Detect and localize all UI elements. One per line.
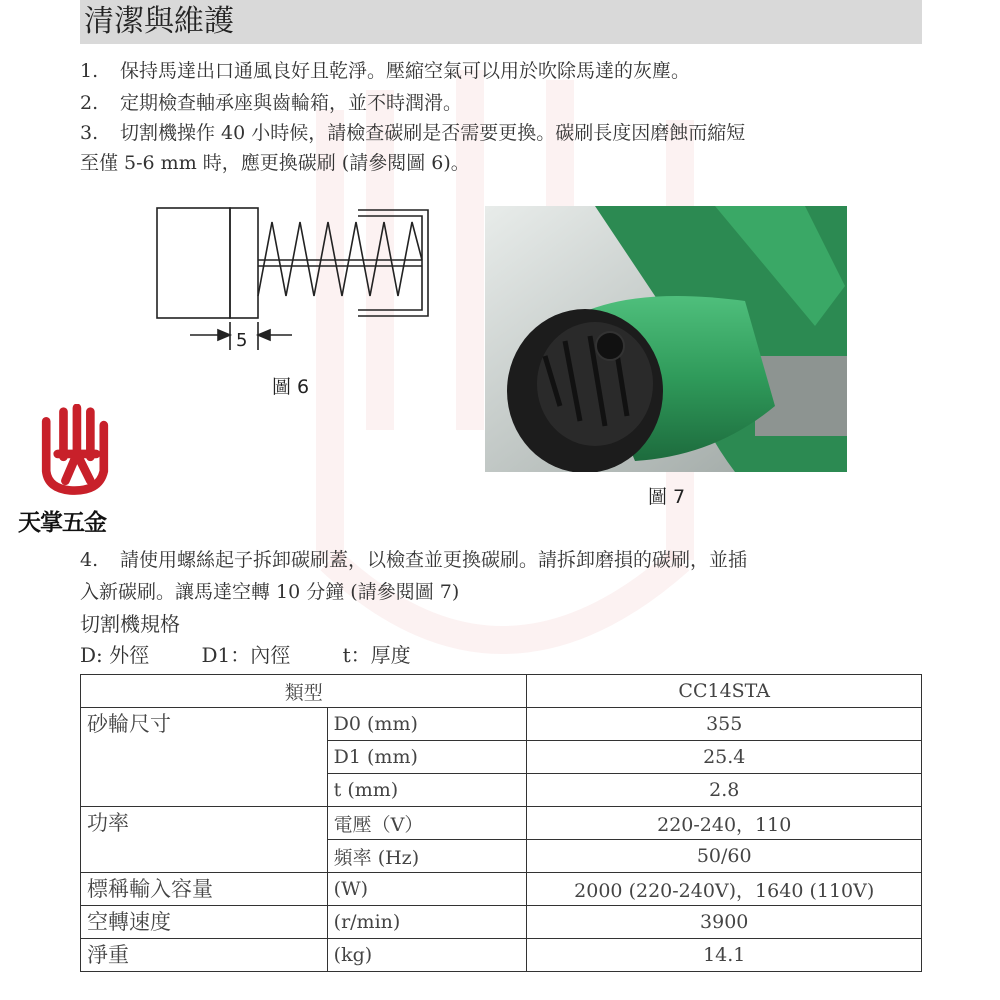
table-value: 14.1 (527, 939, 922, 972)
table-param: D0 (mm) (327, 708, 527, 741)
list-item-continuation: 入新碳刷。讓馬達空轉 10 分鐘 (請參閱圖 7) (80, 581, 460, 603)
table-value: 3900 (527, 906, 922, 939)
table-value: 355 (527, 708, 922, 741)
table-category: 標稱輸入容量 (81, 873, 328, 906)
list-item-continuation: 至僅 5-6 mm 時，應更換碳刷 (請參閱圖 6)。 (80, 152, 470, 174)
table-category: 功率 (81, 807, 328, 873)
table-value: 50/60 (527, 840, 922, 873)
figure-6-caption: 圖 6 (272, 376, 310, 398)
table-header-model: CC14STA (527, 675, 922, 708)
table-header-type: 類型 (81, 675, 527, 708)
table-category: 砂輪尺寸 (81, 708, 328, 807)
brand-logo-text: 天掌五金 (18, 510, 106, 536)
table-value: 25.4 (527, 741, 922, 774)
table-param: (kg) (327, 939, 527, 972)
list-item: 3. 切割機操作 40 小時候，請檢查碳刷是否需要更換。碳刷長度因磨蝕而縮短 (80, 122, 746, 144)
table-row (81, 807, 922, 840)
table-param: 電壓（V） (327, 807, 527, 840)
table-param: (W) (327, 873, 527, 906)
legend-item: D: 外徑 (80, 643, 150, 667)
list-item: 2. 定期檢查軸承座與齒輪箱，並不時潤滑。 (80, 92, 463, 114)
table-row (81, 675, 922, 708)
dimension-label: 5 (236, 330, 248, 351)
table-param: t (mm) (327, 774, 527, 807)
figure-7-motor-photo (485, 206, 847, 472)
table-value: 220-240，110 (527, 807, 922, 840)
table-row (81, 873, 922, 906)
table-value: 2.8 (527, 774, 922, 807)
spec-table (80, 674, 922, 972)
table-param: (r/min) (327, 906, 527, 939)
table-param: 頻率 (Hz) (327, 840, 527, 873)
list-item: 4. 請使用螺絲起子拆卸碳刷蓋，以檢查並更換碳刷。請拆卸磨損的碳刷，並插 (80, 549, 748, 571)
table-row (81, 708, 922, 741)
table-value: 2000 (220-240V)，1640 (110V) (527, 873, 922, 906)
table-row (81, 939, 922, 972)
legend-item: D1：內徑 (201, 643, 291, 667)
table-category: 淨重 (81, 939, 328, 972)
brand-logo-icon (25, 404, 125, 500)
list-item: 1. 保持馬達出口通風良好且乾淨。壓縮空氣可以用於吹除馬達的灰塵。 (80, 60, 691, 82)
figure-7-caption: 圖 7 (648, 486, 686, 508)
table-param: D1 (mm) (327, 741, 527, 774)
legend-item: t：厚度 (342, 643, 411, 667)
spec-title: 切割機規格 (80, 612, 180, 636)
table-category: 空轉速度 (81, 906, 328, 939)
figure-6-brush-diagram (150, 200, 450, 360)
page-title: 清潔與維護 (84, 4, 234, 39)
abbreviation-legend (80, 640, 457, 670)
table-row (81, 906, 922, 939)
